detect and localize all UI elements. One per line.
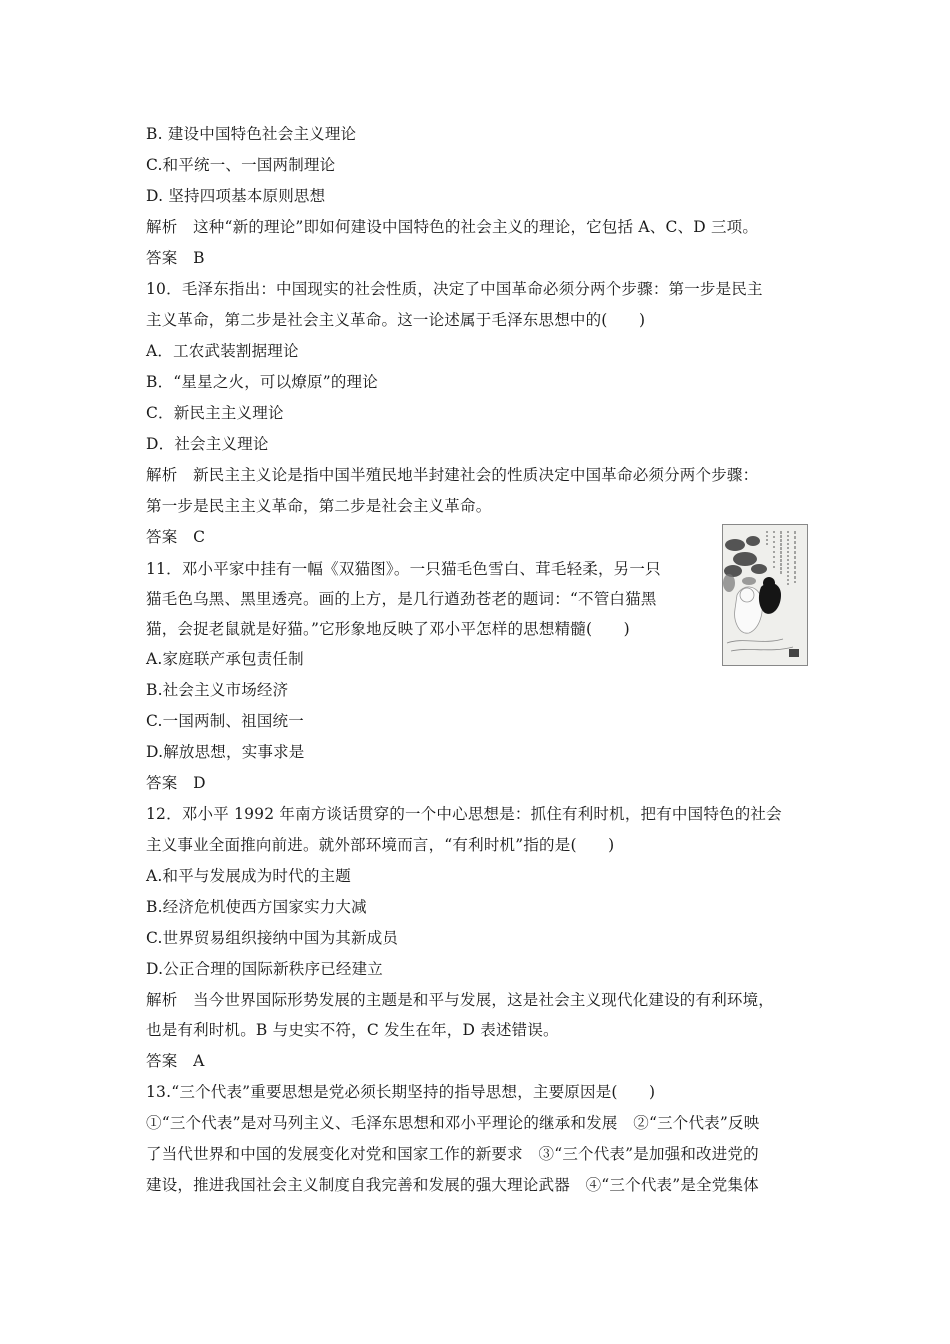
q10-option-c: C．新民主主义理论	[146, 404, 284, 422]
q9-option-c: C.和平统一、一国两制理论	[146, 156, 336, 174]
q12-option-d: D.公正合理的国际新秩序已经建立	[146, 960, 384, 978]
q11-option-a: A.家庭联产承包责任制	[146, 650, 304, 668]
q10-option-a: A．工农武装割据理论	[146, 342, 299, 360]
q10-stem-line1: 10．毛泽东指出：中国现实的社会性质，决定了中国革命必须分两个步骤：第一步是民主	[146, 280, 763, 298]
q13-statement-line1: ①“三个代表”是对马列主义、毛泽东思想和邓小平理论的继承和发展 ②“三个代表”反映	[146, 1114, 760, 1132]
q10-stem-line2: 主义革命，第二步是社会主义革命。这一论述属于毛泽东思想中的( )	[146, 311, 646, 329]
q13-statement-line3: 建设，推进我国社会主义制度自我完善和发展的强大理论武器 ④“三个代表”是全党集体	[146, 1176, 759, 1194]
q9-option-b: B. 建设中国特色社会主义理论	[146, 125, 357, 143]
q11-stem-line1: 11．邓小平家中挂有一幅《双猫图》。一只猫毛色雪白、茸毛轻柔，另一只	[146, 560, 661, 578]
q10-answer: 答案 C	[146, 528, 206, 546]
q12-stem-line2: 主义事业全面推向前进。就外部环境而言，“有利时机”指的是( )	[146, 836, 615, 854]
q10-option-b: B．“星星之火，可以燎原”的理论	[146, 373, 378, 391]
q12-analysis-line1: 解析 当今世界国际形势发展的主题是和平与发展，这是社会主义现代化建设的有利环境，	[146, 991, 775, 1009]
q12-option-c: C.世界贸易组织接纳中国为其新成员	[146, 929, 399, 947]
q10-option-d: D．社会主义理论	[146, 435, 269, 453]
q12-stem-line1: 12．邓小平 1992 年南方谈话贯穿的一个中心思想是：抓住有利时机，把有中国特色的社会	[146, 805, 782, 823]
q10-analysis-line2: 第一步是民主主义革命，第二步是社会主义革命。	[146, 497, 492, 515]
q12-analysis-line2: 也是有利时机。B 与史实不符，C 发生在年，D 表述错误。	[146, 1021, 559, 1039]
q10-analysis-line1: 解析 新民主主义论是指中国半殖民地半封建社会的性质决定中国革命必须分两个步骤：	[146, 466, 759, 484]
q11-option-c: C.一国两制、祖国统一	[146, 712, 304, 730]
q11-option-b: B.社会主义市场经济	[146, 681, 289, 699]
q9-answer: 答案 B	[146, 249, 205, 267]
q11-option-d: D.解放思想，实事求是	[146, 743, 305, 761]
q13-stem: 13.“三个代表”重要思想是党必须长期坚持的指导思想，主要原因是( )	[146, 1083, 656, 1101]
q11-stem-line3: 猫，会捉老鼠就是好猫。”它形象地反映了邓小平怎样的思想精髓( )	[146, 620, 630, 638]
q9-analysis: 解析 这种“新的理论”即如何建设中国特色的社会主义的理论，它包括 A、C、D 三项。	[146, 218, 759, 236]
q11-stem-line2: 猫毛色乌黑、黑里透亮。画的上方，是几行遒劲苍老的题词：“不管白猫黑	[146, 590, 657, 608]
q12-option-a: A.和平与发展成为时代的主题	[146, 867, 351, 885]
q13-statement-line2: 了当代世界和中国的发展变化对党和国家工作的新要求 ③“三个代表”是加强和改进党的	[146, 1145, 759, 1163]
q11-answer: 答案 D	[146, 774, 206, 792]
q12-answer: 答案 A	[146, 1052, 205, 1070]
double-cats-painting-image	[722, 524, 808, 666]
q9-option-d: D. 坚持四项基本原则思想	[146, 187, 326, 205]
q12-option-b: B.经济危机使西方国家实力大减	[146, 898, 367, 916]
